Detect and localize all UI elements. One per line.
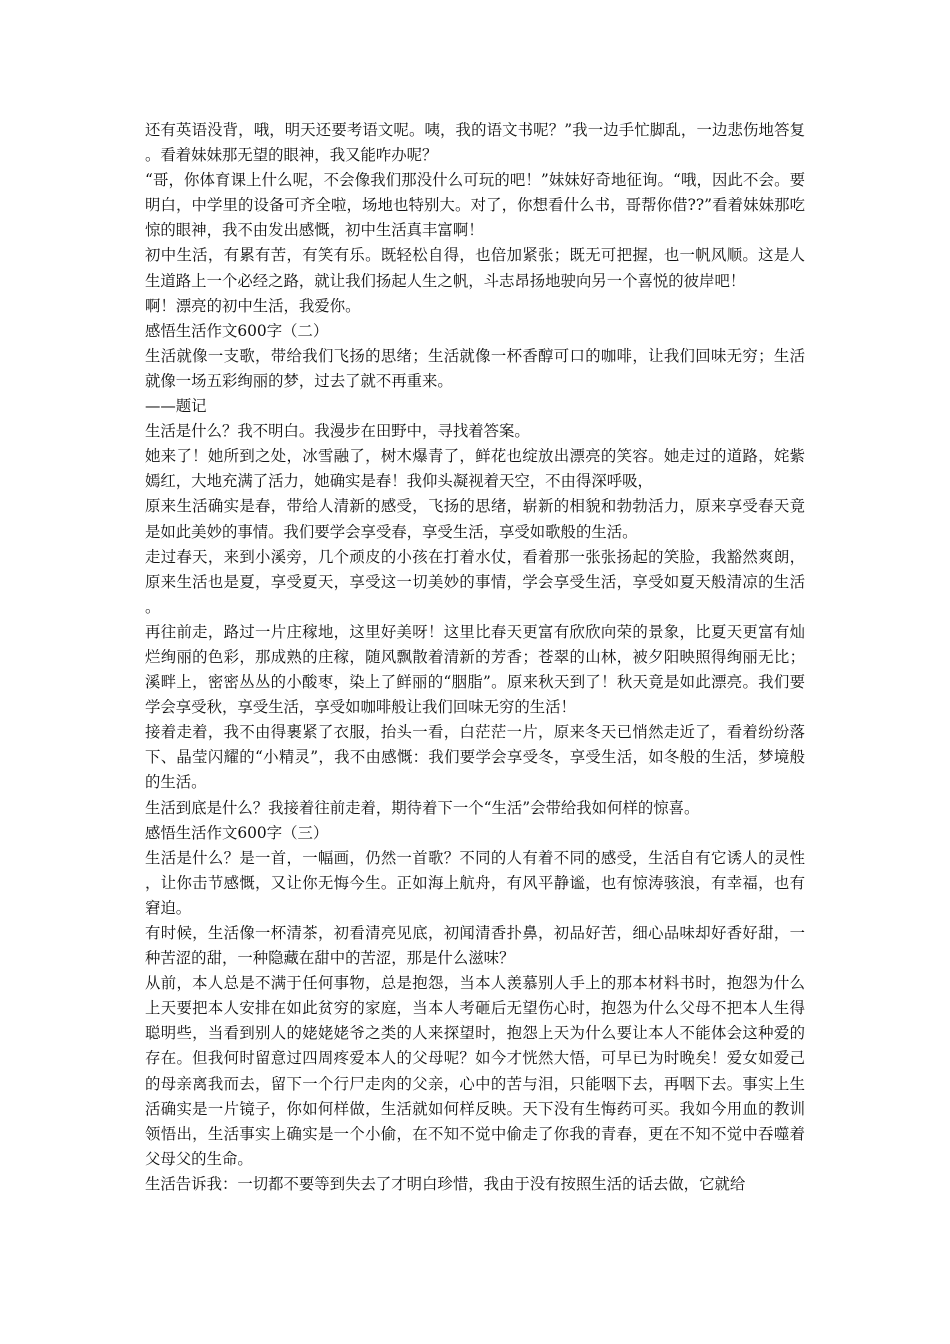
- paragraph: 初中生活，有累有苦，有笑有乐。既轻松自得，也倍加紧张；既无可把握，也一帆风顺。这是人生道路上一个必经之路，就让我们扬起人生之帆，斗志昂扬地驶向另一个喜悦的彼岸吧！: [145, 246, 805, 290]
- paragraph: 啊！漂亮的初中生活，我爱你。: [145, 296, 361, 315]
- paragraph: 有时候，生活像一杯清茶，初看清亮见底，初闻清香扑鼻，初品好苦，细心品味却好香好甜，一种苦涩的甜，一种隐藏在甜中的苦涩，那是什么滋味？: [145, 924, 805, 968]
- document-page: [145, 118, 805, 1197]
- paragraph: 再往前走，路过一片庄稼地，这里好美呀！这里比春天更富有欣欣向荣的景象，比夏天更富有灿烂绚丽的色彩，那成熟的庄稼，随风飘散着清新的芳香；苍翠的山林，被夕阳映照得绚丽无比；溪畔上，密密丛丛的小酸枣，染上了鲜丽的“胭脂”。原来秋天到了！秋天竟是如此漂亮。我们要学会享受秋，享受生活，享受如咖啡般让我们回味无穷的生活！: [145, 622, 805, 717]
- section-heading: 感悟生活作文600字（三）: [145, 823, 329, 842]
- epigraph-attribution: ——题记: [145, 397, 207, 416]
- paragraph: 她来了！她所到之处，冰雪融了，树木爆青了，鲜花也绽放出漂亮的笑容。她走过的道路，姹紫嫣红，大地充满了活力，她确实是春！我仰头凝视着天空，不由得深呼吸，: [145, 447, 805, 491]
- paragraph: 生活是什么？我不明白。我漫步在田野中，寻找着答案。: [145, 422, 530, 441]
- section-heading: 感悟生活作文600字（二）: [145, 321, 329, 340]
- paragraph: 生活到底是什么？我接着往前走着，期待着下一个“生活”会带给我如何样的惊喜。: [145, 798, 700, 817]
- paragraph: 接着走着，我不由得裹紧了衣服，抬头一看，白茫茫一片，原来冬天已悄然走近了，看着纷纷落下、晶莹闪耀的“小精灵”，我不由感慨：我们要学会享受冬，享受生活，如冬般的生活，梦境般的生活。: [145, 723, 805, 792]
- paragraph: 还有英语没背，哦，明天还要考语文呢。咦，我的语文书呢？”我一边手忙脚乱，一边悲伤地答复。看着妹妹那无望的眼神，我又能咋办呢？: [145, 121, 805, 165]
- paragraph: “哥，你体育课上什么呢，不会像我们那没什么可玩的吧！”妹妹好奇地征询。“哦，因此不会。要明白，中学里的设备可齐全啦，场地也特别大。对了，你想看什么书，哥帮你借??”看着妹妹那吃惊的眼神，我不由发出感慨，初中生活真丰富啊！: [145, 171, 805, 240]
- paragraph: 原来生活确实是春，带给人清新的感受，飞扬的思绪，崭新的相貌和勃勃活力，原来享受春天竟是如此美妙的事情。我们要学会享受春，享受生活，享受如歌般的生活。: [145, 497, 805, 541]
- paragraph: 生活就像一支歌，带给我们飞扬的思绪；生活就像一杯香醇可口的咖啡，让我们回味无穷；生活就像一场五彩绚丽的梦，过去了就不再重来。: [145, 346, 805, 390]
- paragraph: 从前，本人总是不满于任何事物，总是抱怨，当本人羡慕别人手上的那本材料书时，抱怨为什么上天要把本人安排在如此贫穷的家庭，当本人考砸后无望伤心时，抱怨为什么父母不把本人生得聪明些，当看到别人的姥姥姥爷之类的人来探望时，抱怨上天为什么要让本人不能体会这种爱的存在。但我何时留意过四周疼爱本人的父母呢？如今才恍然大悟，可早已为时晚矣！爱女如爱己的母亲离我而去，留下一个行尸走肉的父亲，心中的苦与泪，只能咽下去，再咽下去。事实上生活确实是一片镜子，你如何样做，生活就如何样反映。天下没有生悔药可买。我如今用血的教训领悟出，生活事实上确实是一个小偷，在不知不觉中偷走了你我的青春，更在不知不觉中吞噬着父母父的生命。: [145, 974, 805, 1168]
- paragraph: 生活是什么？是一首，一幅画，仍然一首歌？不同的人有着不同的感受，生活自有它诱人的灵性，让你击节感慨，又让你无悔今生。正如海上航舟，有风平静谧，也有惊涛骇浪，有幸福，也有窘迫。: [145, 848, 805, 917]
- paragraph: 走过春天，来到小溪旁，几个顽皮的小孩在打着水仗，看着那一张张扬起的笑脸，我豁然爽朗，原来生活也是夏，享受夏天，享受这一切美妙的事情，学会享受生活，享受如夏天般清凉的生活。: [145, 547, 805, 616]
- paragraph: 生活告诉我：一切都不要等到失去了才明白珍惜，我由于没有按照生活的话去做，它就给: [145, 1174, 746, 1193]
